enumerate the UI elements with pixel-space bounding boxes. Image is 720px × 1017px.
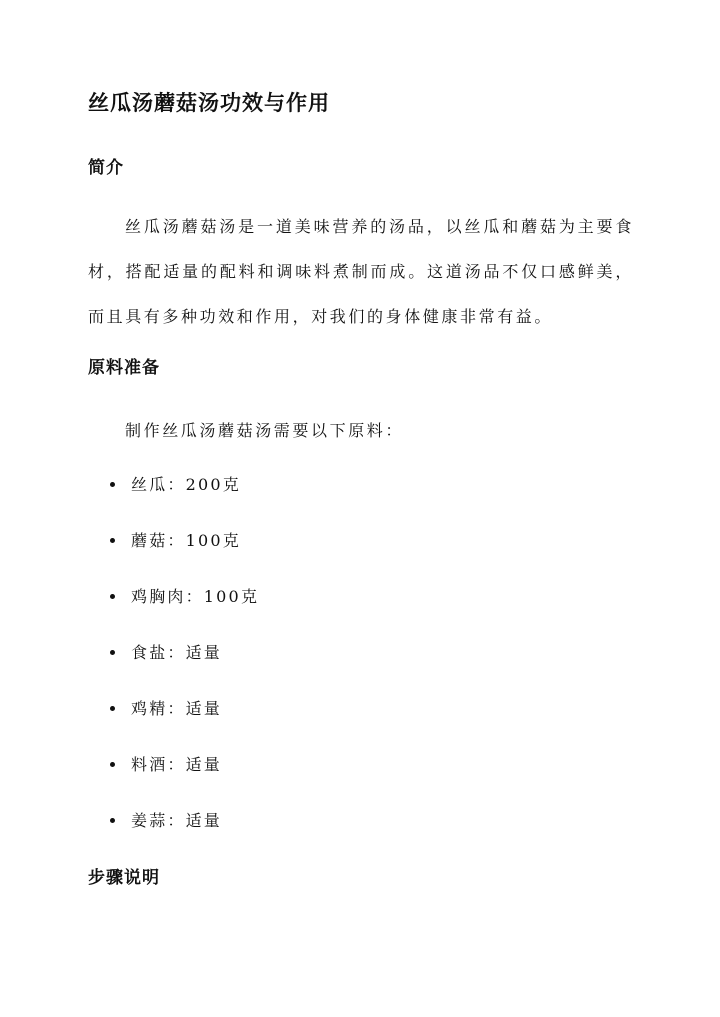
section-heading-ingredients: 原料准备 bbox=[88, 358, 160, 378]
bullet-icon bbox=[110, 538, 115, 543]
ingredient-text: 丝瓜：200克 bbox=[131, 475, 241, 494]
ingredient-item bbox=[88, 464, 259, 520]
document-title: 丝瓜汤蘑菇汤功效与作用 bbox=[88, 90, 330, 115]
ingredient-item bbox=[88, 800, 259, 856]
bullet-icon bbox=[110, 706, 115, 711]
bullet-icon bbox=[110, 762, 115, 767]
bullet-icon bbox=[110, 594, 115, 599]
intro-paragraph: 丝瓜汤蘑菇汤是一道美味营养的汤品，以丝瓜和蘑菇为主要食材，搭配适量的配料和调味料煮制而成。这道汤品不仅口感鲜美，而且具有多种功效和作用，对我们的身体健康非常有益。 bbox=[88, 217, 634, 326]
ingredients-paragraph: 制作丝瓜汤蘑菇汤需要以下原料： bbox=[125, 421, 405, 440]
section-heading-steps: 步骤说明 bbox=[88, 868, 160, 888]
ingredient-text: 鸡精：适量 bbox=[131, 699, 223, 718]
ingredient-item bbox=[88, 576, 259, 632]
ingredient-text: 鸡胸肉：100克 bbox=[131, 587, 260, 606]
ingredient-item bbox=[88, 744, 259, 800]
bullet-icon bbox=[110, 650, 115, 655]
ingredient-list bbox=[88, 464, 259, 856]
ingredient-item bbox=[88, 688, 259, 744]
ingredient-item bbox=[88, 520, 259, 576]
ingredient-text: 食盐：适量 bbox=[131, 643, 223, 662]
bullet-icon bbox=[110, 818, 115, 823]
ingredient-item bbox=[88, 632, 259, 688]
section-heading-intro: 简介 bbox=[88, 158, 124, 178]
ingredient-text: 姜蒜：适量 bbox=[131, 811, 223, 830]
ingredient-text: 料酒：适量 bbox=[131, 755, 223, 774]
bullet-icon bbox=[110, 482, 115, 487]
ingredient-text: 蘑菇：100克 bbox=[131, 531, 241, 550]
